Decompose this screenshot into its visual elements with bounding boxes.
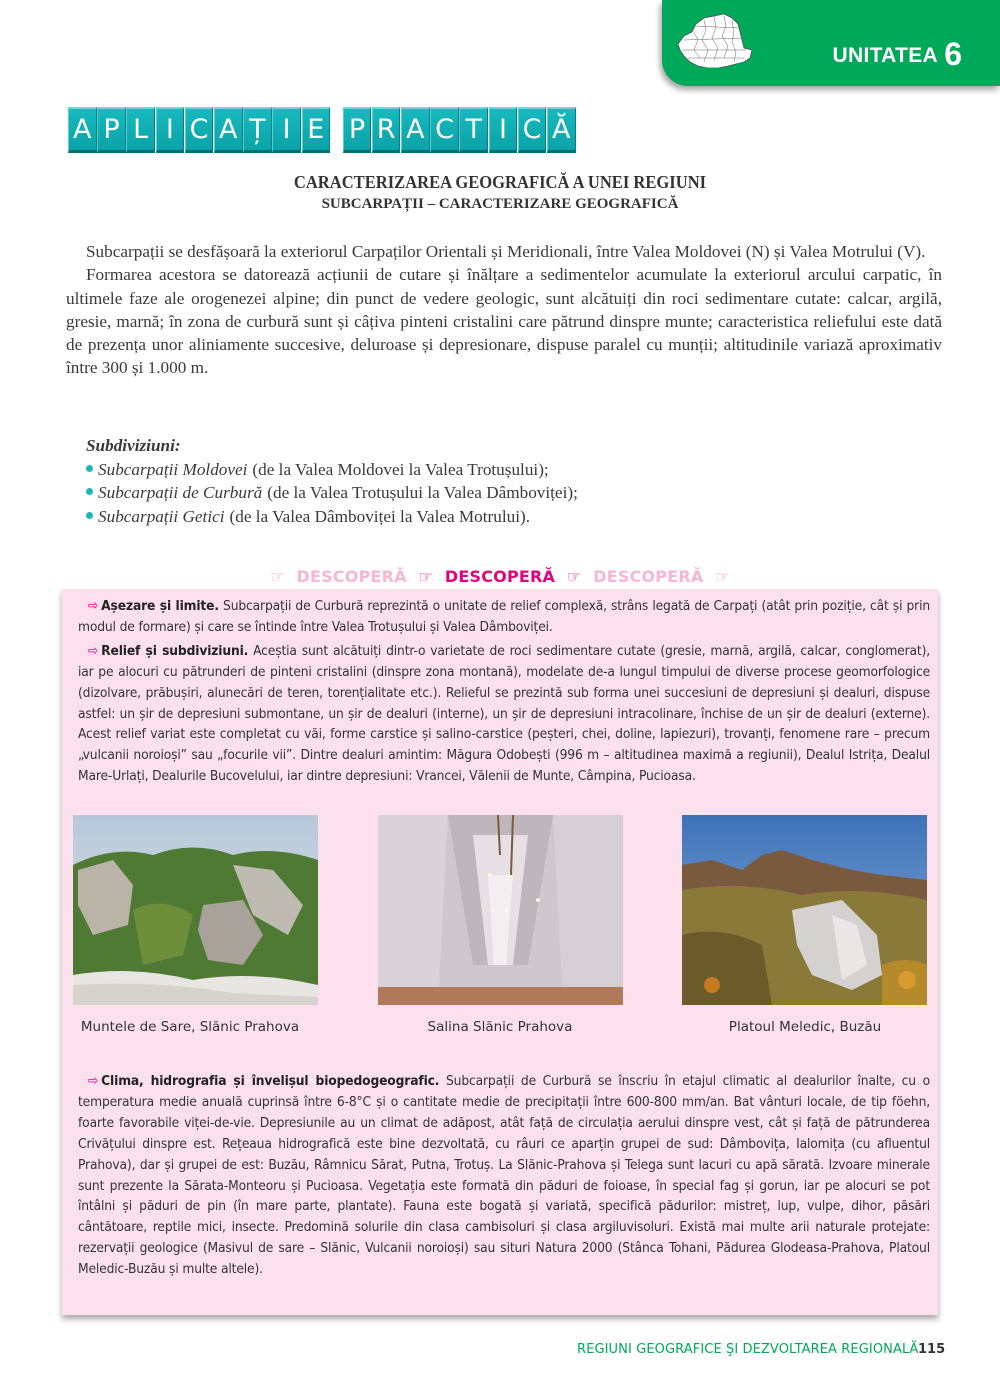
arrow-right-icon: ⇨	[88, 642, 99, 659]
title-tile: L	[126, 107, 155, 153]
section-text: Subcarpații de Curbură reprezintă o unitate de relief complexă, strâns legată de Carpați (atât prin poziție, cât și prin modul de formare) și care se întinde între Valea Trotușului și Valea Dâmboviței.	[78, 598, 930, 635]
title-tile: P	[343, 107, 372, 153]
section-text: Aceștia sunt alcătuiți dintr-o varietate de roci sedimentare cutate (gresie, marnă, argilă, calcar, conglomerat), iar pe alocuri cu pătrunderi de pinteni cristalini (dinspre zona montană), modelate de-a lungul timpului de diverse procese geomorfologice (dizolvare, prăbușiri, alunecări de teren, torențialitate etc.). Relieful se prezintă sub forma unei succesiuni de depresiuni și dealuri, dispuse astfel: un șir de depresiuni submontane, un șir de dealuri (interne), un șir de depresiuni intracolinare, închise de un șir de dealuri (externe). Acest relief variat este completat cu văi, forme carstice și salino-carstice (peșteri, chei, doline, lapiezuri), trovanți, fenomene rare – precum „vulcanii noroioși” sau „focurile vii”. Dintre dealuri amintim: Măgura Odobești (996 m – altitudinea maximă a regiunii), Dealul Istrița, Dealul Mare-Urlați, Dealurile Bucovelului, iar dintre depresiuni: Vrancei, Vălenii de Munte, Câmpina, Pucioasa.	[78, 642, 930, 785]
title-tile: C	[430, 107, 459, 153]
subdivision-name: Subcarpații Moldovei	[98, 459, 248, 479]
list-item	[86, 481, 886, 505]
bullet-icon	[86, 465, 93, 472]
pointing-hand-icon: ☞	[270, 567, 285, 586]
photo-salina-slanic	[378, 815, 623, 1005]
photo-caption: Platoul Meledic, Buzău	[728, 1019, 882, 1035]
bullet-icon	[86, 512, 93, 519]
list-item	[86, 505, 886, 529]
arrow-right-icon: ⇨	[88, 1073, 99, 1089]
photo-caption: Salina Slănic Prahova	[427, 1019, 573, 1035]
subdivisions-list	[86, 434, 886, 528]
page-number: 115	[918, 1342, 946, 1357]
section-subheading: SUBCARPAȚII – CARACTERIZARE GEOGRAFICĂ	[321, 196, 679, 212]
title-tile: T	[459, 107, 488, 153]
arrow-right-icon: ⇨	[88, 598, 99, 614]
photo-platoul-meledic	[682, 815, 927, 1005]
list-item	[86, 458, 886, 482]
title-tile: C	[185, 107, 214, 153]
title-word-aplicatie	[68, 107, 331, 153]
pointing-hand-icon: ☞	[418, 567, 434, 586]
bullet-icon	[86, 488, 93, 495]
title-tile: I	[272, 107, 301, 153]
photo-caption: Muntele de Sare, Slănic Prahova	[80, 1019, 300, 1035]
discover-label: DESCOPERĂ	[296, 567, 407, 586]
title-tile: I	[156, 107, 185, 153]
section-paragraph	[78, 641, 930, 787]
title-tile: C	[518, 107, 547, 153]
subdivision-detail: (de la Valea Dâmboviței la Valea Motrului).	[229, 506, 531, 526]
section-heading: CARACTERIZAREA GEOGRAFICĂ A UNEI REGIUNI	[293, 172, 707, 192]
title-tile: Ț	[243, 107, 272, 153]
discover-section-bottom	[78, 1071, 930, 1280]
section-paragraph	[78, 596, 930, 638]
pointing-hand-icon: ☞	[566, 567, 582, 586]
section-title: Relief și subdiviziuni.	[101, 642, 249, 659]
intro-text	[66, 240, 942, 380]
section-title: Așezare și limite.	[101, 598, 219, 614]
title-tile: A	[68, 107, 97, 153]
unit-label: UNITATEA	[832, 44, 938, 67]
title-tile: I	[489, 107, 518, 153]
title-tile: E	[302, 107, 331, 153]
title-tile: A	[214, 107, 243, 153]
discover-section-top	[78, 596, 930, 787]
discover-label: DESCOPERĂ	[593, 567, 704, 586]
subdivision-detail: (de la Valea Trotușului la Valea Dâmboviței);	[267, 483, 578, 502]
title-tile: Ă	[547, 107, 576, 153]
discover-label: DESCOPERĂ	[444, 567, 556, 586]
section-paragraph	[78, 1071, 930, 1280]
subdivision-name: Subcarpații de Curbură	[98, 483, 263, 502]
photo-muntele-de-sare	[73, 815, 318, 1005]
subdivision-name: Subcarpații Getici	[98, 506, 225, 526]
section-text: Subcarpații de Curbură se înscriu în etajul climatic al dealurilor înalte, cu o temperatura medie anuală cuprinsă între 6-8°C și o cantitate medie de precipitații între 600-800 mm/an. Bat vânturi locale, de tip föehn, foarte favorabile viței-de-vie. Depresiunile au un climat de adăpost, atât față de circulația aerului dinspre vest, cât și față de pătrunderea Crivățului dinspre est. Rețeaua hidrografică este bine dezvoltată, cu râuri ce aparțin grupei de sud: Dâmbovița, Ialomița (cu afluentul Prahova), dar și grupei de est: Buzău, Râmnicu Sărat, Putna, Trotuș. La Slănic-Prahova și Telega sunt lacuri cu apă sărată. Izvoare minerale sunt prezente la Sărata-Monteoru și Pucioasa. Vegetația este formată din păduri de foioase, în special fag și gorun, iar pe alocuri se pot întâlni și păduri de pin (în mare parte, plantate). Fauna este bogată și variată, specifică pădurilor: mistreț, lup, vulpe, dihor, păsări cântătoare, reptile mici, insecte. Predomină solurile din clasa cambisoluri și clasa argiluvisoluri. Există mai multe arii naturale protejate: rezervații geologice (Masivul de sare – Slănic, Vulcanii noroioși) sau situri Natura 2000 (Stânca Tohani, Pădurea Glodeasa-Prahova, Platoul Meledic-Buzău și multe altele).	[78, 1073, 931, 1278]
romania-map-icon	[674, 10, 756, 72]
pointing-hand-icon: ☞	[715, 567, 730, 586]
page-title-tiles	[68, 107, 576, 153]
title-word-practica	[343, 107, 577, 153]
unit-number: 6	[944, 36, 962, 72]
intro-paragraph: Formarea acestora se datorează acțiunii de cutare și înălțare a sedimentelor acumulate la exteriorul arcului carpatic, în ultimele faze ale orogenezei alpine; din punct de vedere geologic, sunt alcătuiți din roci sedimentare cutate: calcar, argilă, gresie, marnă; în zona de curbură sunt și câțiva pinteni cristalini care pătrund dinspre munte; caracteristica reliefului este dată de prezența unor aliniamente succesive, deluroase și depresionare, dispuse paralel cu munții; altitudinile variază aproximativ între 300 și 1.000 m.	[66, 265, 942, 378]
section-title: Clima, hidrografia și învelișul biopedogeografic.	[101, 1073, 440, 1089]
subdivision-detail: (de la Valea Moldovei la Valea Trotușului);	[252, 459, 549, 479]
footer-chapter-title: REGIUNI GEOGRAFICE ŞI DEZVOLTAREA REGIONALĂ	[577, 1342, 919, 1357]
discover-banner	[0, 567, 1000, 586]
subdivisions-title: Subdiviziuni:	[86, 436, 181, 455]
title-tile: P	[97, 107, 126, 153]
unit-tab	[662, 0, 1000, 86]
intro-paragraph: Subcarpații se desfășoară la exteriorul Carpaților Orientali și Meridionali, între Valea Moldovei (N) și Valea Motrului (V).	[86, 242, 926, 261]
title-tile: R	[372, 107, 401, 153]
title-tile: A	[401, 107, 430, 153]
